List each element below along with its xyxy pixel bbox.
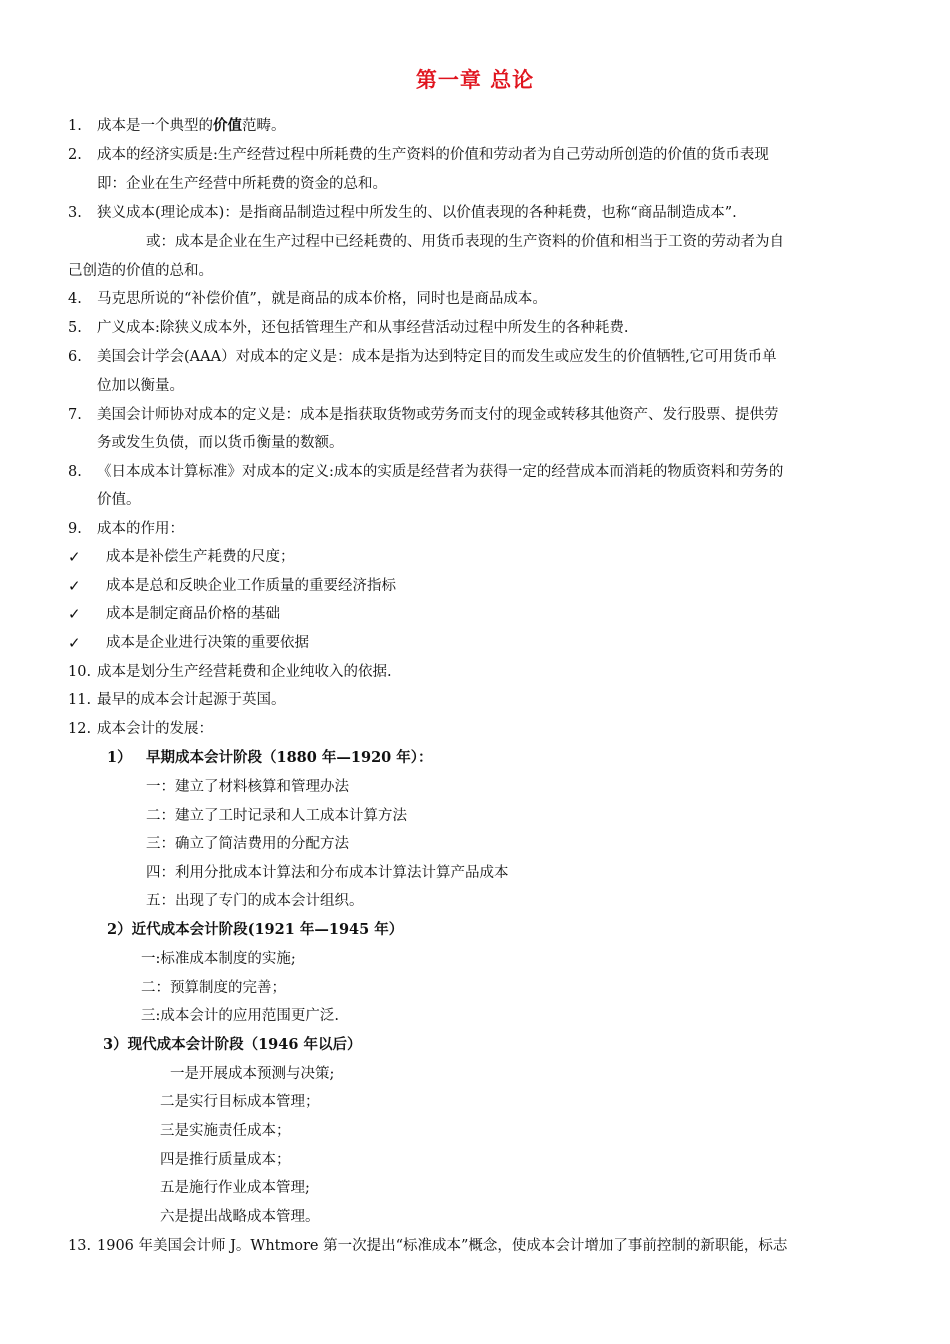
check-icon: ✓: [68, 634, 81, 652]
item-number: 11.: [68, 692, 92, 708]
item-10-text: 成本是划分生产经营耗费和企业纯收入的依据.: [97, 664, 392, 680]
check-item: 成本是补偿生产耗费的尺度；: [106, 549, 295, 565]
item-3-line-3: 己创造的价值的总和。: [68, 263, 213, 279]
item-number: 7.: [68, 407, 82, 423]
item-8-line-1: 《日本成本计算标准》对成本的定义:成本的实质是经营者为获得一定的经营成本而消耗的物质资料和劳务的: [97, 464, 784, 480]
item-2-line-2: 即：企业在生产经营中所耗费的资金的总和。: [97, 176, 387, 192]
item-number: 10.: [68, 664, 92, 680]
item-number: 9.: [68, 521, 82, 537]
item-1-pre: 成本是一个典型的: [97, 118, 213, 134]
item-12-text: 成本会计的发展：: [97, 721, 213, 737]
item-4-text: 马克思所说的“补偿价值”，就是商品的成本价格，同时也是商品成本。: [97, 291, 547, 307]
stage-3-point: 五是施行作业成本管理;: [160, 1180, 310, 1196]
stage-3-point: 六是提出战略成本管理。: [160, 1209, 320, 1225]
item-1-text: [97, 116, 286, 136]
item-number: 3.: [68, 205, 82, 221]
item-8-line-2: 价值。: [97, 492, 141, 508]
item-7-line-2: 务或发生负债，而以货币衡量的数额。: [97, 435, 344, 451]
item-2-line-1: 成本的经济实质是:生产经营过程中所耗费的生产资料的价值和劳动者为自己劳动所创造的价值的货币表现: [97, 147, 769, 163]
item-number: 13.: [68, 1238, 92, 1254]
check-item: 成本是企业进行决策的重要依据: [106, 635, 309, 651]
stage-1-point: 二：建立了工时记录和人工成本计算方法: [146, 808, 407, 824]
item-11-text: 最早的成本会计起源于英国。: [97, 692, 286, 708]
stage-1-number: 1）: [107, 749, 132, 766]
item-number: 2.: [68, 147, 82, 163]
stage-3-point: 二是实行目标成本管理；: [160, 1094, 320, 1110]
stage-2-point: 二：预算制度的完善；: [141, 980, 286, 996]
stage-1-point: 四：利用分批成本计算法和分布成本计算法计算产品成本: [146, 865, 509, 881]
stage-3-point: 四是推行质量成本；: [160, 1152, 291, 1168]
stage-1-point: 一：建立了材料核算和管理办法: [146, 779, 349, 795]
page-title: 第一章 总论: [415, 68, 535, 92]
item-number: 6.: [68, 349, 82, 365]
item-3-line-1: 狭义成本(理论成本)：是指商品制造过程中所发生的、以价值表现的各种耗费，也称“商品制造成本”.: [97, 205, 737, 221]
item-number: 12.: [68, 721, 92, 737]
stage-3-point: 三是实施责任成本；: [160, 1123, 291, 1139]
item-number: 1.: [68, 118, 82, 134]
check-icon: ✓: [68, 605, 81, 623]
stage-2-point: 三:成本会计的应用范围更广泛.: [141, 1008, 339, 1024]
check-item: 成本是制定商品价格的基础: [106, 606, 280, 622]
check-icon: ✓: [68, 548, 81, 566]
item-7-line-1: 美国会计师协对成本的定义是：成本是指获取货物或劳务而支付的现金或转移其他资产、发行股票、提供劳: [97, 407, 779, 423]
item-6-line-1: 美国会计学会(AAA）对成本的定义是：成本是指为达到特定目的而发生或应发生的价值牺牲,它可用货币单: [97, 349, 777, 365]
item-1-post: 范畴。: [242, 118, 286, 134]
item-5-text: 广义成本:除狭义成本外，还包括管理生产和从事经营活动过程中所发生的各种耗费.: [97, 320, 629, 336]
stage-1-heading: 早期成本会计阶段（1880 年—1920 年）：: [146, 749, 433, 766]
item-13-text: 1906 年美国会计师 J。Whtmore 第一次提出“标准成本”概念，使成本会计增加了事前控制的新职能，标志: [97, 1238, 788, 1254]
item-1-bold: 价值: [213, 117, 242, 134]
item-number: 5.: [68, 320, 82, 336]
stage-3-heading: 3）现代成本会计阶段（1946 年以后）: [103, 1036, 362, 1053]
item-number: 8.: [68, 464, 82, 480]
stage-2-point: 一:标准成本制度的实施;: [141, 951, 296, 967]
stage-1-point: 五：出现了专门的成本会计组织。: [146, 893, 364, 909]
stage-2-heading: 2）近代成本会计阶段(1921 年—1945 年）: [107, 921, 404, 938]
stage-3-point: 一是开展成本预测与决策;: [170, 1066, 335, 1082]
check-item: 成本是总和反映企业工作质量的重要经济指标: [106, 578, 396, 594]
check-icon: ✓: [68, 577, 81, 595]
item-3-line-2: 或：成本是企业在生产过程中已经耗费的、用货币表现的生产资料的价值和相当于工资的劳动者为自: [146, 234, 784, 250]
stage-1-point: 三：确立了简洁费用的分配方法: [146, 836, 349, 852]
item-9-text: 成本的作用：: [97, 521, 184, 537]
item-number: 4.: [68, 291, 82, 307]
item-6-line-2: 位加以衡量。: [97, 378, 184, 394]
